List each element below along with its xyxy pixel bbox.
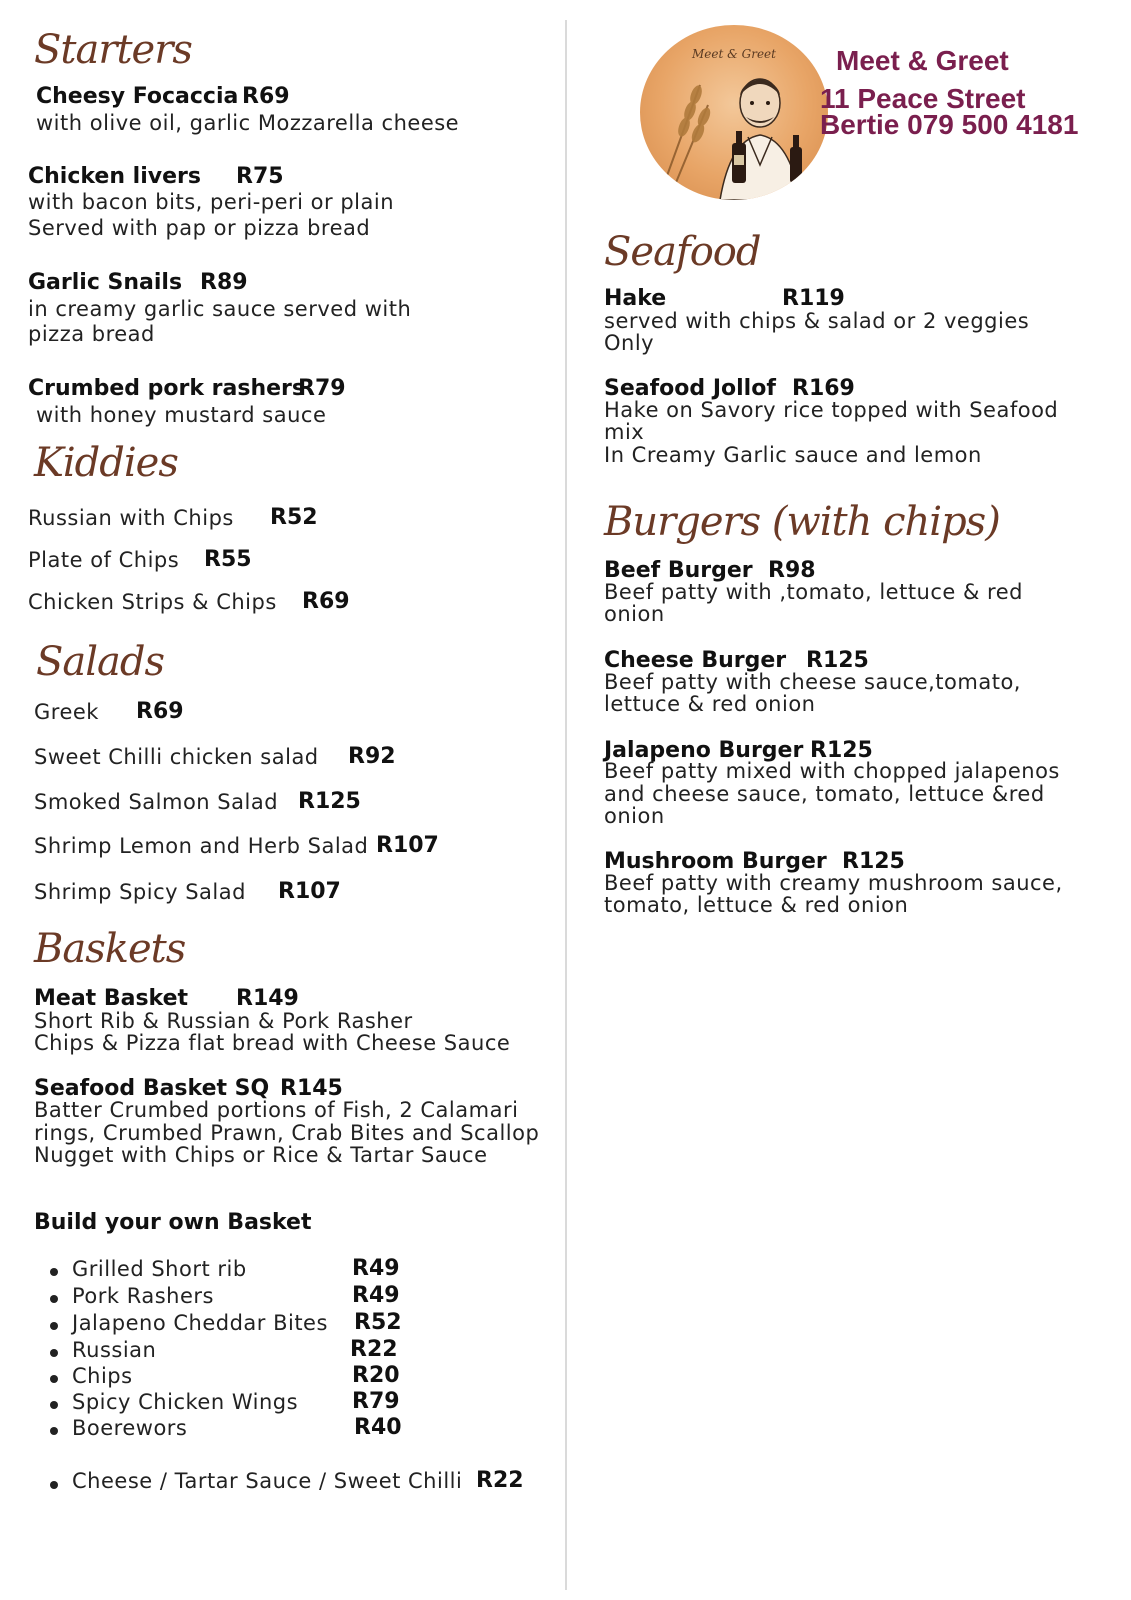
restaurant-name: Meet & Greet — [836, 45, 1009, 76]
item-price: R107 — [376, 833, 439, 858]
item-description: Batter Crumbed portions of Fish, 2 Calamari — [34, 1098, 519, 1122]
item-description: Beef patty with creamy mushroom sauce, — [604, 871, 1063, 895]
column-divider — [565, 20, 567, 1590]
item-description: onion — [604, 804, 665, 828]
item-price: R52 — [354, 1310, 402, 1335]
item-name: Greek — [34, 700, 99, 724]
item-name: Crumbed pork rashers — [28, 376, 305, 401]
item-name: Jalapeno Burger — [604, 738, 804, 763]
item-price: R92 — [348, 744, 396, 769]
item-price: R52 — [270, 505, 318, 530]
item-price: R107 — [278, 879, 341, 904]
item-name: Meat Basket — [34, 986, 189, 1011]
restaurant-contact: Bertie 079 500 4181 — [820, 109, 1079, 140]
salads-heading: Salads — [36, 639, 165, 685]
item-description: Beef patty with ,tomato, lettuce & red — [604, 580, 1023, 604]
item-description: mix — [604, 420, 645, 444]
item-price: R79 — [352, 1389, 400, 1414]
bullet — [50, 1295, 58, 1303]
item-price: R79 — [298, 376, 346, 401]
item-description: in creamy garlic sauce served with — [28, 297, 412, 321]
item-name: Cheesy Focaccia — [36, 84, 239, 109]
bullet — [50, 1322, 58, 1330]
item-name: Smoked Salmon Salad — [34, 790, 279, 814]
item-description: and cheese sauce, tomato, lettuce &red — [604, 782, 1045, 806]
item-price: R125 — [806, 648, 869, 673]
item-description: Nugget with Chips or Rice & Tartar Sauce — [34, 1143, 488, 1167]
item-price: R125 — [842, 849, 905, 874]
item-price: R125 — [810, 738, 873, 763]
kiddies-heading: Kiddies — [34, 440, 178, 486]
item-name: Chicken Strips & Chips — [28, 590, 277, 614]
item-name: Garlic Snails — [28, 270, 183, 295]
item-name: Chips — [72, 1364, 133, 1388]
item-description: Beef patty mixed with chopped jalapenos — [604, 759, 1060, 783]
item-price: R55 — [204, 547, 252, 572]
item-description: rings, Crumbed Prawn, Crab Bites and Scallop — [34, 1121, 540, 1145]
item-price: R69 — [136, 699, 184, 724]
item-price: R40 — [354, 1415, 402, 1440]
bullet — [50, 1349, 58, 1357]
item-description: Chips & Pizza flat bread with Cheese Sauce — [34, 1031, 511, 1055]
burgers-heading: Burgers (with chips) — [604, 499, 1000, 545]
item-price: R169 — [792, 376, 855, 401]
item-name: Spicy Chicken Wings — [72, 1390, 299, 1414]
item-name: Plate of Chips — [28, 548, 180, 572]
item-name: Mushroom Burger — [604, 849, 827, 874]
item-name: Chicken livers — [28, 164, 201, 189]
item-description: Short Rib & Russian & Pork Rasher — [34, 1009, 413, 1033]
item-name: Cheese / Tartar Sauce / Sweet Chilli — [72, 1469, 463, 1493]
item-price: R98 — [768, 558, 816, 583]
item-name: Boerewors — [72, 1416, 188, 1440]
item-price: R22 — [350, 1337, 398, 1362]
item-name: Pork Rashers — [72, 1284, 214, 1308]
item-name: Russian — [72, 1338, 157, 1362]
item-price: R125 — [298, 789, 361, 814]
item-price: R75 — [236, 164, 284, 189]
bullet — [50, 1481, 58, 1489]
seafood-heading: Seafood — [604, 229, 761, 275]
item-name: Shrimp Spicy Salad — [34, 880, 246, 904]
item-description: Beef patty with cheese sauce,tomato, — [604, 670, 1021, 694]
item-description: pizza bread — [28, 322, 155, 346]
item-description: onion — [604, 602, 665, 626]
logo-wordmark: Meet & Greet — [692, 47, 776, 61]
item-name: Beef Burger — [604, 558, 753, 583]
item-price: R20 — [352, 1363, 400, 1388]
item-description: with olive oil, garlic Mozzarella cheese — [36, 111, 460, 135]
bullet — [50, 1427, 58, 1435]
item-name: Hake — [604, 286, 667, 311]
item-description: Hake on Savory rice topped with Seafood — [604, 398, 1059, 422]
logo-illustration-icon — [640, 25, 828, 200]
item-price: R149 — [236, 986, 299, 1011]
item-name: Sweet Chilli chicken salad — [34, 745, 319, 769]
item-description: tomato, lettuce & red onion — [604, 893, 909, 917]
starters-heading: Starters — [34, 27, 192, 73]
item-name: Grilled Short rib — [72, 1257, 247, 1281]
item-name: Seafood Basket SQ — [34, 1076, 270, 1101]
item-price: R49 — [352, 1256, 400, 1281]
bullet — [50, 1375, 58, 1383]
item-description: Only — [604, 331, 655, 355]
item-description: with honey mustard sauce — [36, 403, 327, 427]
item-description: lettuce & red onion — [604, 692, 816, 716]
item-price: R22 — [476, 1468, 524, 1493]
bullet — [50, 1401, 58, 1409]
build-basket-title: Build your own Basket — [34, 1210, 312, 1235]
item-price: R119 — [782, 286, 845, 311]
item-description: with bacon bits, peri-peri or plain — [28, 190, 395, 214]
item-name: Cheese Burger — [604, 648, 787, 673]
item-price: R89 — [200, 270, 248, 295]
item-price: R69 — [242, 84, 290, 109]
item-name: Russian with Chips — [28, 506, 234, 530]
item-description: Served with pap or pizza bread — [28, 216, 371, 240]
item-name: Seafood Jollof — [604, 376, 776, 401]
item-description: In Creamy Garlic sauce and lemon — [604, 443, 982, 467]
bullet — [50, 1268, 58, 1276]
item-name: Jalapeno Cheddar Bites — [72, 1311, 328, 1335]
restaurant-logo — [640, 25, 828, 200]
item-price: R69 — [302, 589, 350, 614]
item-name: Shrimp Lemon and Herb Salad — [34, 834, 369, 858]
item-price: R145 — [280, 1076, 343, 1101]
restaurant-address: 11 Peace Street — [820, 83, 1026, 114]
item-description: served with chips & salad or 2 veggies — [604, 309, 1030, 333]
baskets-heading: Baskets — [34, 926, 186, 972]
item-price: R49 — [352, 1283, 400, 1308]
